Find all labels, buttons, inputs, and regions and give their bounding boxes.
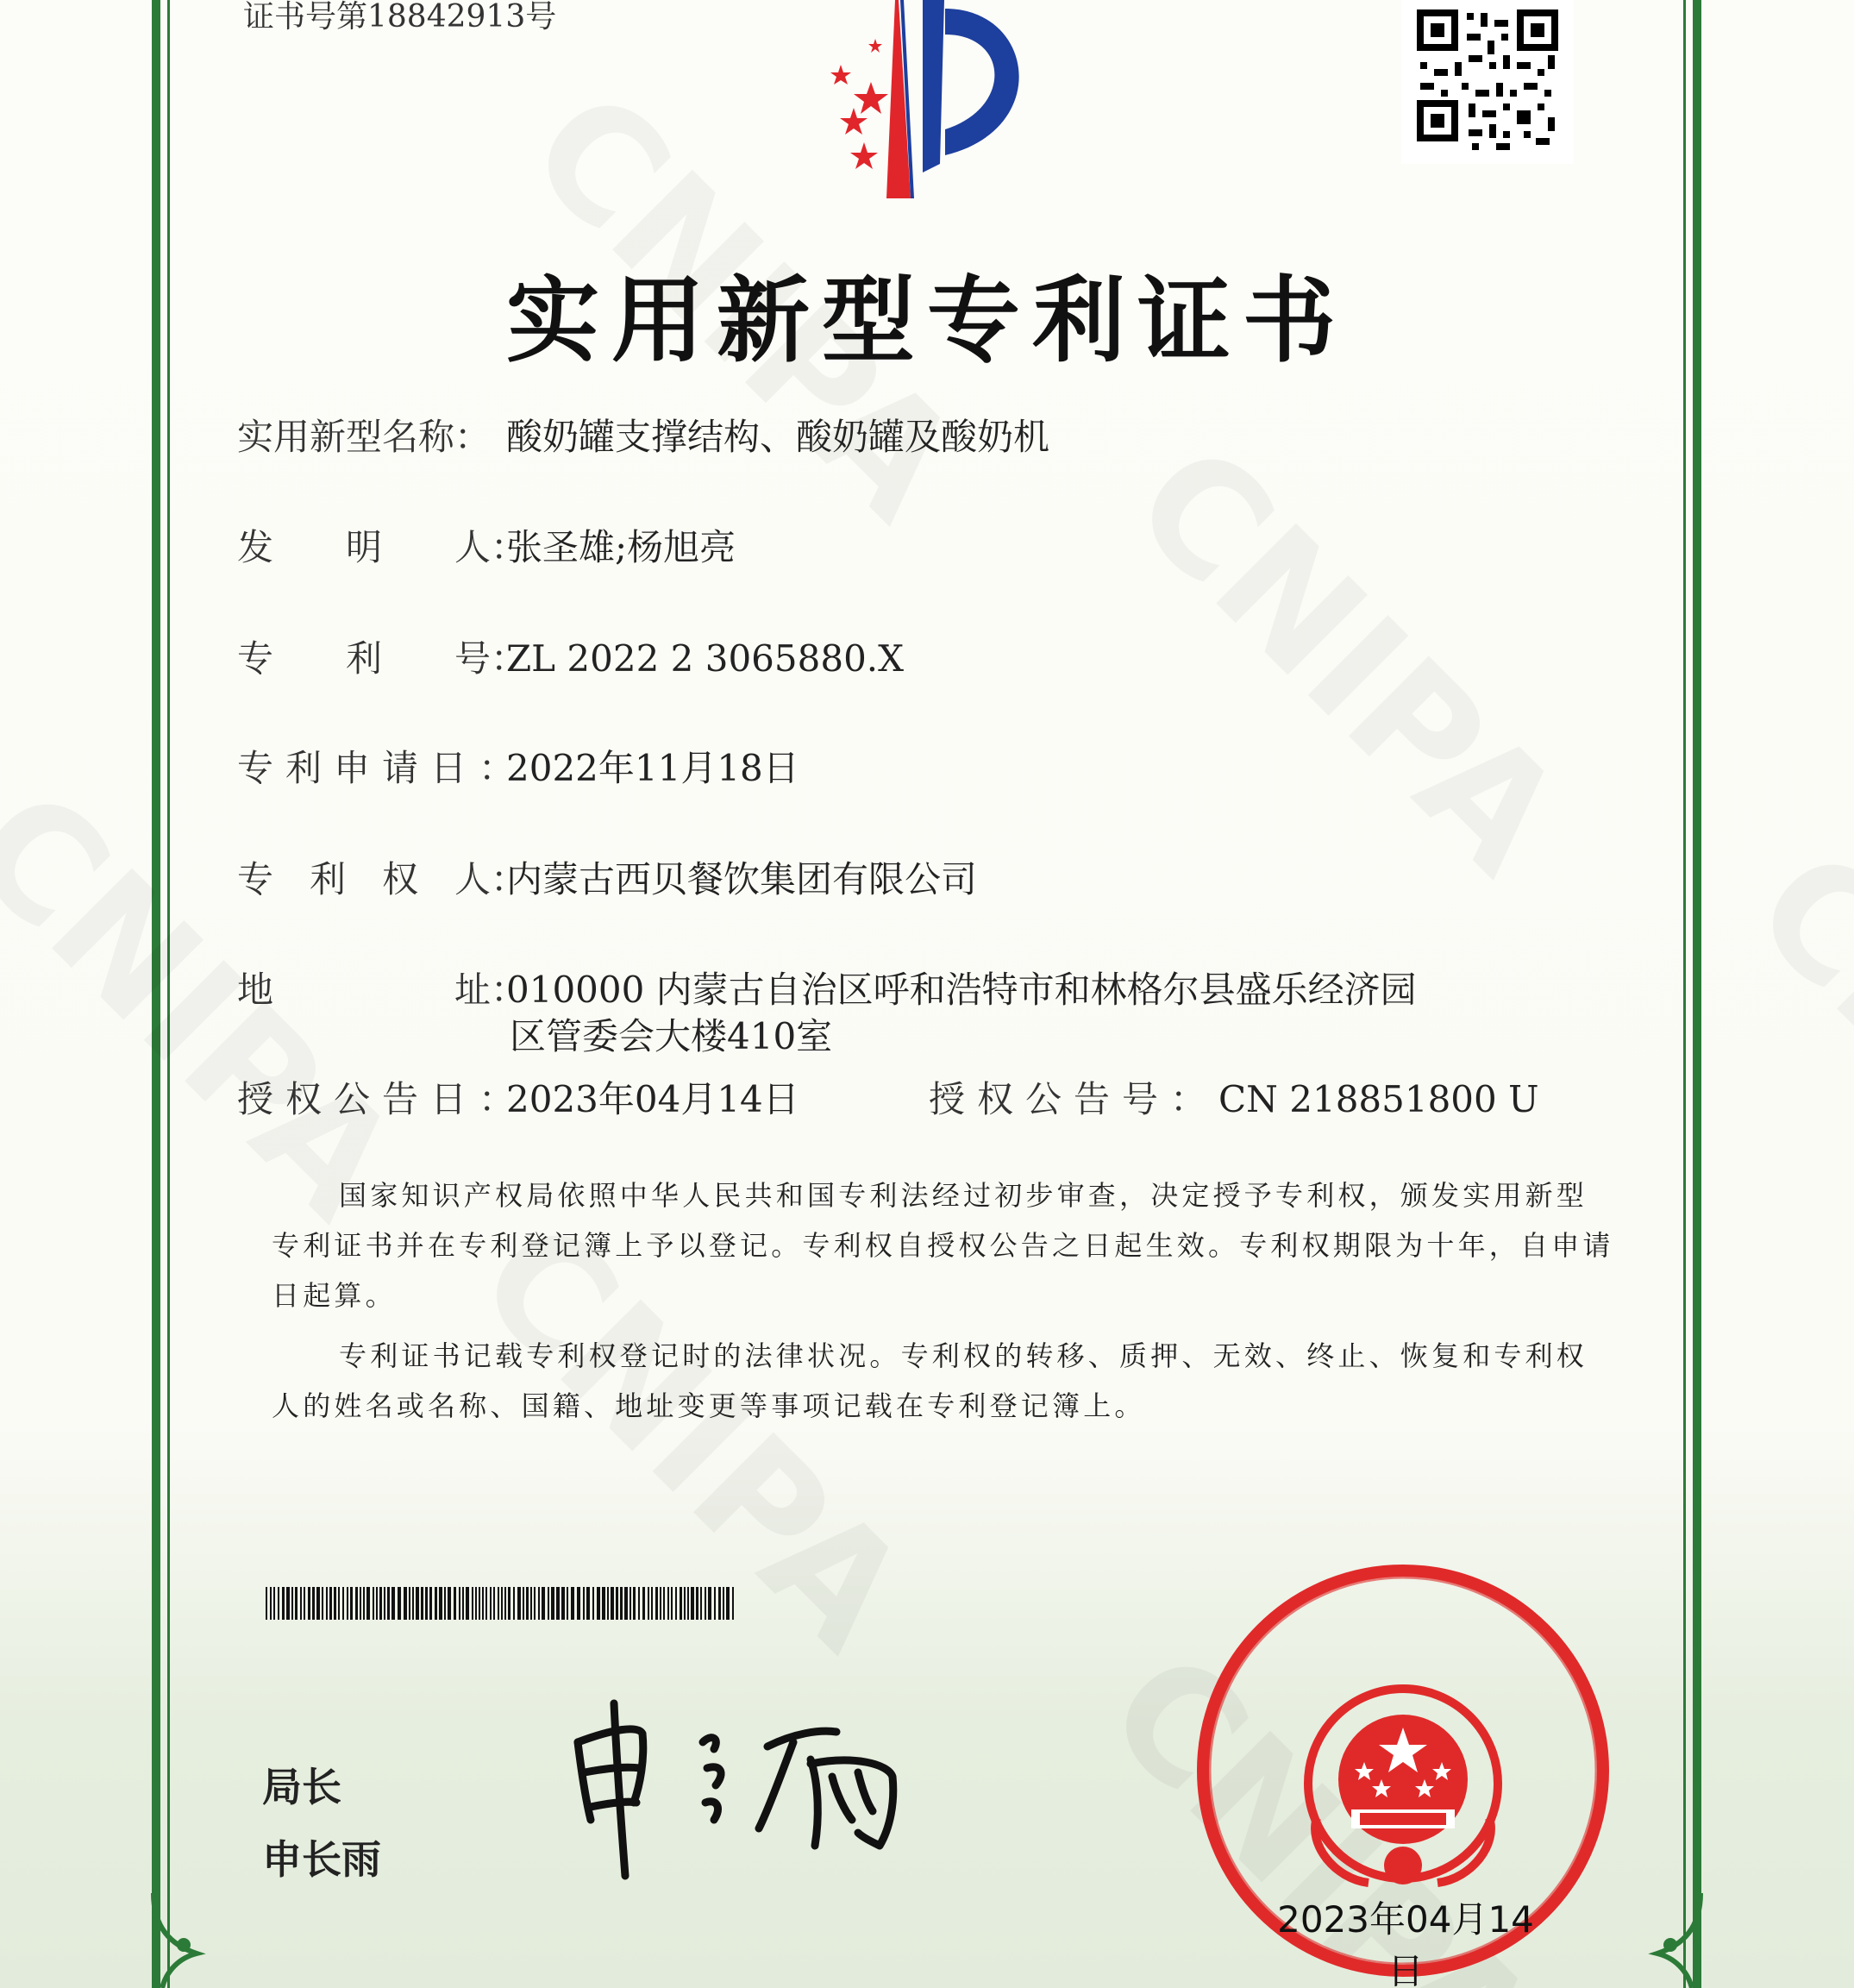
field-label: 授权公告日： [237,1078,528,1120]
field-value: 2023年04月14日 [506,1078,799,1120]
qr-code-icon [1401,0,1574,164]
seal-date: 2023年04月14日 [1277,1898,1534,1988]
field-label: 专 利 号： [237,637,528,680]
body-paragraph-2 [272,1331,1617,1431]
field-value: 酸奶罐支撑结构、酸奶罐及酸奶机 [506,416,1050,458]
field-label: 专 利 权 人： [237,858,528,900]
signature-icon [561,1682,949,1889]
field-value: CN 218851800 U [1218,1078,1539,1120]
field-address [237,969,1417,1011]
paragraph-text: 专利证书记载专利权登记时的法律状况。专利权的转移、质押、无效、终止、恢复和专利权人的姓名或名称、国籍、地址变更等事项记载在专利登记簿上。 [272,1339,1588,1422]
field-value: ZL 2022 2 3065880.X [506,637,905,680]
director-title: 局长 [262,1764,341,1810]
watermark [1099,411,1595,907]
field-utility-name [237,417,1049,458]
field-filing-date [237,748,799,789]
corner-ornament-icon [145,1893,214,1988]
certificate-number: 证书号第18842913号 [243,0,557,34]
field-patentee [237,859,977,900]
field-inventor [237,527,736,568]
field-label: 发 明 人： [237,526,528,568]
field-label: 专利申请日： [237,747,528,789]
field-grant-date [237,1079,799,1120]
page-title: 实用新型专利证书 [505,267,1348,375]
field-value: 张圣雄;杨旭亮 [506,526,736,568]
director-name: 申长雨 [262,1836,381,1883]
barcode-icon [266,1587,736,1620]
cnipa-emblem-icon [793,0,1069,207]
field-label: 地 址： [237,969,528,1011]
field-grant-number [929,1079,1539,1120]
paragraph-text: 国家知识产权局依照中华人民共和国专利法经过初步审查，决定授予专利权，颁发实用新型专利证书并在专利登记簿上予以登记。专利权自授权公告之日起生效。专利权期限为十年，自申请日起算。 [272,1179,1614,1312]
field-patent-number [237,638,904,680]
body-paragraph-1 [272,1170,1617,1320]
field-value: 2022年11月18日 [506,747,799,789]
field-address-line2: 区管委会大楼410室 [510,1015,833,1057]
director-block [262,1751,381,1896]
field-label: 授权公告号： [929,1078,1219,1120]
field-value: 内蒙古西贝餐饮集团有限公司 [506,858,978,900]
field-value: 010000 内蒙古自治区呼和浩特市和林格尔县盛乐经济园 [506,969,1417,1011]
corner-ornament-icon [1640,1893,1709,1988]
watermark [1720,817,1854,1313]
field-label: 实用新型名称： [237,416,492,458]
